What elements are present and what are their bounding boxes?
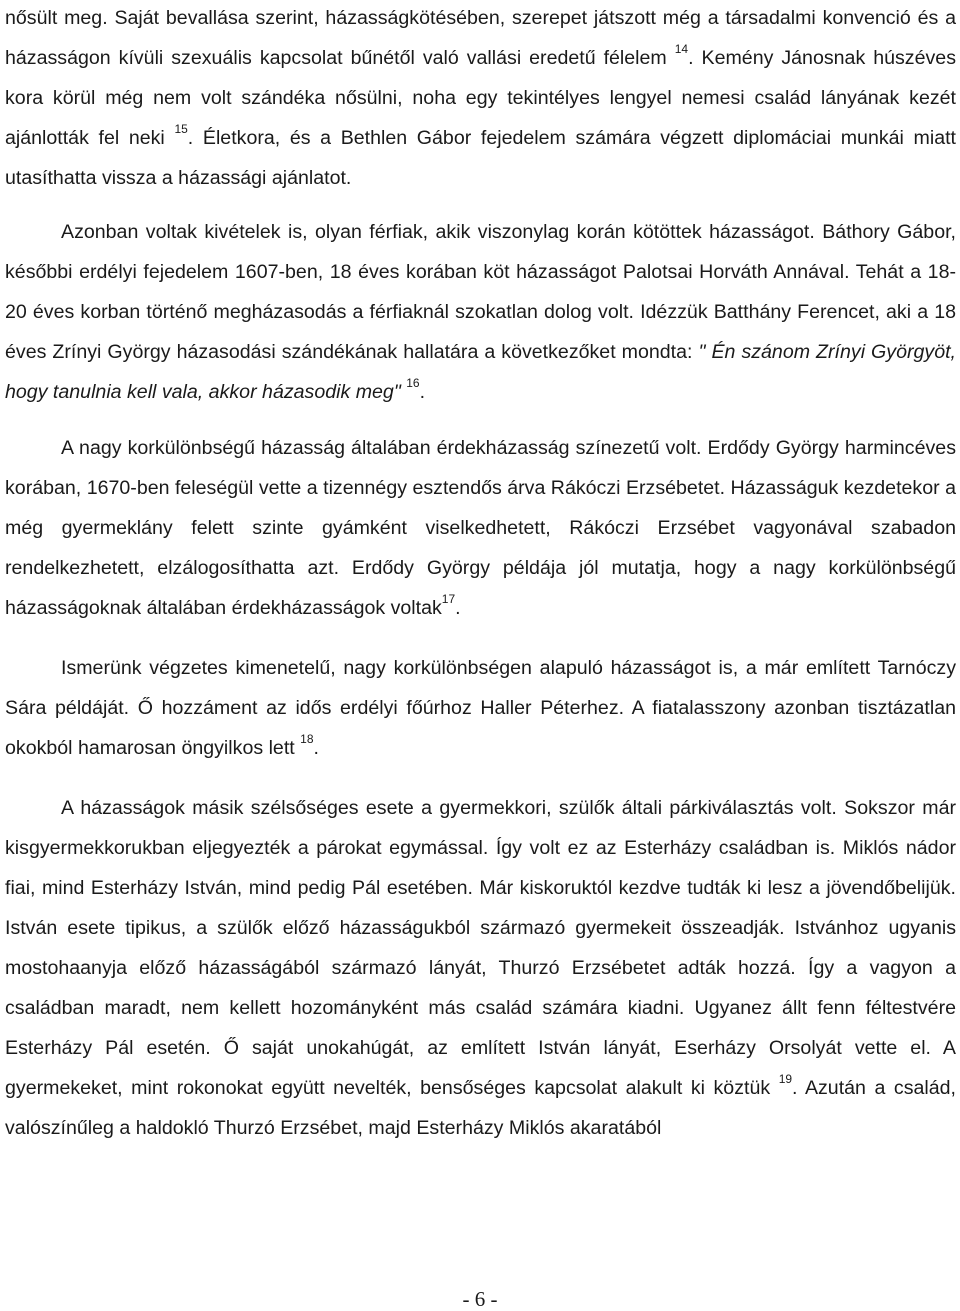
body-text: Ismerünk végzetes kimenetelű, nagy korkülönbségen alapuló házasságot is, a már említett Tarnóczy Sára példáját. Ő hozzáment az idős erdélyi főúrhoz Haller Péterhez. A fiatalasszony azonban tisztázatlan okokból hamarosan öngyilkos lett xyxy=(5,657,956,759)
document-page xyxy=(5,0,956,1148)
footnote-ref: 15 xyxy=(174,122,188,137)
body-text: . xyxy=(419,381,426,403)
body-text: A nagy korkülönbségű házasság általában érdekházasság színezetű volt. Erdődy György harmincéves korában, 1670-ben feleségül vette a tizennégy esztendős árva Rákóczi Erzsébetet. Házasságuk kezdetekor a még gyermeklány felett szinte gyámként viselkedhetett, Rákóczi Erzsébet vagyonával szabadon rendelkezhetett, elzálogosíthatta azt. Erdődy György példája jól mutatja, hogy a nagy korkülönbségű házasságoknak általában érdekházasságok voltak xyxy=(5,437,956,619)
body-text: nősült meg. Saját bevallása szerint, házasságkötésében, szerepet játszott még a társadalmi konvenció és a házasságon kívüli szexuális kapcsolat bűnétől való vallási eredetű félelem xyxy=(5,7,956,69)
quote-text: " Én szánom Zrínyi Györgyöt, hogy tanulnia kell vala, akkor házasodik meg" xyxy=(5,341,956,403)
footnote-ref: 17 xyxy=(441,592,456,607)
footnote-ref: 18 xyxy=(300,732,314,747)
paragraph xyxy=(5,428,956,628)
body-text: Azonban voltak kivételek is, olyan férfiak, akik viszonylag korán kötöttek házasságot. Báthory Gábor, későbbi erdélyi fejedelem 1607-ben, 18 éves korában köt házasságot Palotsai Horváth Annával. Tehát a 18-20 éves korban történő megházasodás a férfiaknál szokatlan dolog volt. Idézzük Batthány Ferencet, aki a 18 éves Zrínyi György házasodási szándékának hallatára a következőket mondta: xyxy=(5,221,956,363)
body-text: . Azután a család, valószínűleg a haldokló Thurzó Erzsébet, majd Esterházy Miklós akaratából xyxy=(5,1077,956,1139)
paragraph xyxy=(5,212,956,412)
footnote-ref: 16 xyxy=(406,376,420,391)
body-text: . Kemény Jánosnak húszéves kora körül még nem volt szándéka nősülni, noha egy tekintélyes lengyel nemesi család lányának kezét ajánlották fel neki xyxy=(5,47,956,149)
footnote-ref: 14 xyxy=(674,42,689,57)
body-text: A házasságok másik szélsőséges esete a gyermekkori, szülők általi párkiválasztás volt. Sokszor már kisgyermekkorukban eljegyezték a párokat egymással. Így volt ez az Esterházy családban is. Miklós nádor fiai, mind Esterházy István, mind pedig Pál esetében. Már kiskoruktól kezdve tudták ki lesz a jövendőbelijük. István esete tipikus, a szülők előző házasságukból származó gyermekeit összeadják. Istvánhoz ugyanis mostohaanyja előző házasságából származó lányát, Thurzó Erzsébetet adták hozzá. Így a vagyon a családban maradt, nem kellett hozományként más család számára kiadni. Ugyanez állt fenn féltestvére Esterházy Pál esetén. Ő saját unokahúgát, az említett István lányát, Eserházy Orsolyát vette el. A gyermekeket, mint rokonokat együtt nevelték, bensőséges kapcsolat alakult ki köztük xyxy=(5,797,956,1099)
body-text: . xyxy=(313,737,319,759)
paragraph xyxy=(5,788,956,1148)
footnote-ref: 19 xyxy=(778,1072,793,1087)
page-number: - 6 - xyxy=(462,1287,498,1311)
body-text: . Életkora, és a Bethlen Gábor fejedelem számára végzett diplomáciai munkái miatt utasíthatta vissza a házassági ajánlatot. xyxy=(5,127,956,189)
body-text: . xyxy=(455,597,461,619)
paragraph xyxy=(5,648,956,768)
paragraph xyxy=(5,0,956,198)
